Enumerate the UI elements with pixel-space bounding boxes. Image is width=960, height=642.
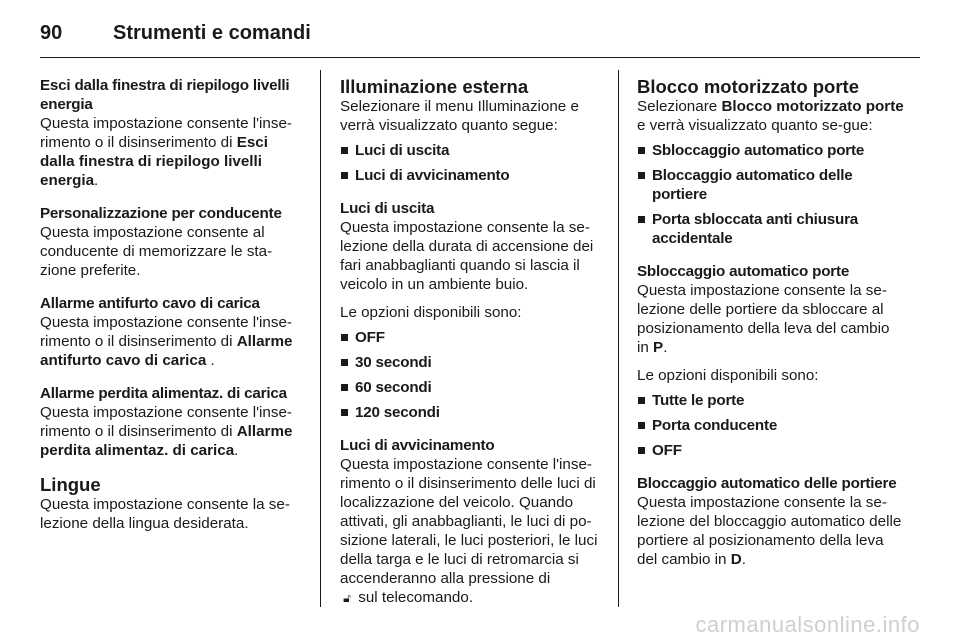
section-heading: Esci dalla finestra di riepilogo livelli energia	[40, 77, 290, 113]
options-list	[340, 328, 605, 422]
list-item: 120 secondi	[340, 403, 605, 422]
unlock-car-icon: 🔓︎	[343, 591, 351, 605]
list-item: Bloccaggio automatico delle portiere	[637, 166, 905, 204]
column-right	[637, 76, 905, 569]
section-heading: Bloccaggio automatico delle portiere	[637, 475, 897, 492]
section-text: Questa impostazione consente l'inse-rimento o il disinserimento di Esci dalla finestra di riepilogo livelli energia.	[40, 115, 292, 189]
list-item: Luci di avvicinamento	[340, 166, 605, 185]
list-item: OFF	[637, 441, 905, 460]
section-text: Questa impostazione consente la se-lezione della lingua desiderata.	[40, 496, 290, 532]
section-heading: Sbloccaggio automatico porte	[637, 263, 850, 280]
section-intro: Selezionare Blocco motorizzato porte e verrà visualizzato quanto se-gue:	[637, 98, 904, 134]
section-text: Questa impostazione consente l'inse-rimento o il disinserimento delle luci di localizzazione del veicolo. Quando attivati, gli anabbaglianti, le luci di po-sizione laterali, le luci posteriori, le luci della targa e le luci di retromarcia si accenderanno alla pressione di 🔓︎ sul telecomando.	[340, 456, 598, 606]
section-title-blocco: Blocco motorizzato porte	[637, 76, 860, 97]
header-rule	[40, 57, 920, 58]
options-intro: Le opzioni disponibili sono:	[340, 304, 522, 321]
section-text: Questa impostazione consente la se-lezione delle portiere da sbloccare al posizionamento della leva del cambio in P.	[637, 282, 890, 356]
section-heading: Luci di uscita	[340, 200, 435, 217]
section-text: Questa impostazione consente l'inse-rimento o il disinserimento di Allarme antifurto cavo di carica .	[40, 314, 293, 369]
list-item: 30 secondi	[340, 353, 605, 372]
section-heading: Allarme perdita alimentaz. di carica	[40, 385, 287, 402]
section-text: Questa impostazione consente l'inse-rimento o il disinserimento di Allarme perdita alimentaz. di carica.	[40, 404, 293, 459]
menu-list	[340, 141, 605, 185]
section-title-lingue: Lingue	[40, 474, 101, 495]
list-item: Porta sbloccata anti chiusura accidentale	[637, 210, 905, 248]
page-number: 90	[40, 22, 63, 44]
list-item: Porta conducente	[637, 416, 905, 435]
section-heading: Luci di avvicinamento	[340, 437, 495, 454]
menu-list	[637, 141, 905, 248]
list-item: Tutte le porte	[637, 391, 905, 410]
section-heading: Allarme antifurto cavo di carica	[40, 295, 260, 312]
list-item: 60 secondi	[340, 378, 605, 397]
watermark: carmanualsonline.info	[695, 612, 920, 637]
list-item: OFF	[340, 328, 605, 347]
list-item: Luci di uscita	[340, 141, 605, 160]
section-text: Questa impostazione consente la se-lezione del bloccaggio automatico delle portiere al posizionamento della leva del cambio in D.	[637, 494, 902, 568]
options-list	[637, 391, 905, 460]
section-heading: Personalizzazione per conducente	[40, 205, 282, 222]
section-intro: Selezionare il menu Illuminazione e verrà visualizzato quanto segue:	[340, 98, 579, 134]
page-title: Strumenti e comandi	[113, 22, 311, 44]
section-text: Questa impostazione consente al conducente di memorizzare le sta-zione preferite.	[40, 224, 273, 279]
list-item: Sbloccaggio automatico porte	[637, 141, 905, 160]
column-left	[40, 76, 305, 533]
column-divider-left	[320, 70, 321, 607]
options-intro: Le opzioni disponibili sono:	[637, 367, 819, 384]
section-title-illuminazione: Illuminazione esterna	[340, 76, 529, 97]
column-middle	[340, 76, 605, 608]
section-text: Questa impostazione consente la se-lezione della durata di accensione dei fari anabbaglianti quando si lascia il veicolo in un ambiente buio.	[340, 219, 594, 293]
column-divider-right	[618, 70, 619, 607]
